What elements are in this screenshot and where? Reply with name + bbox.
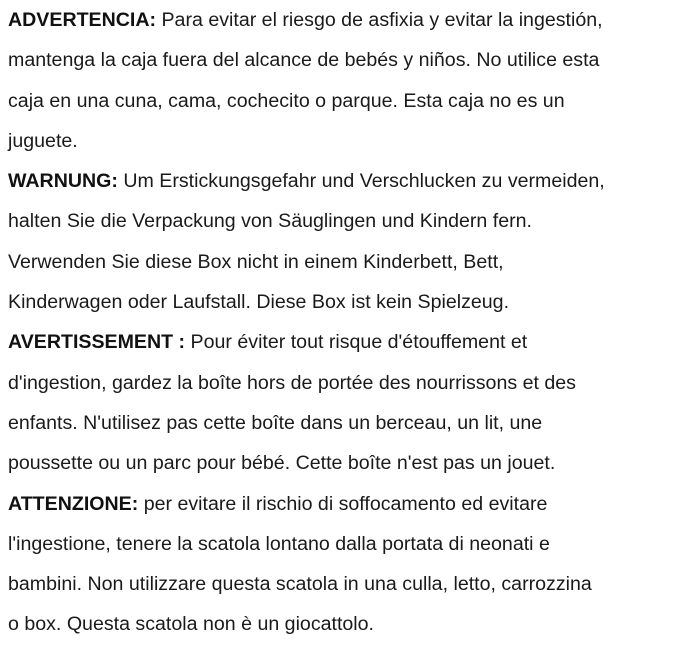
warning-fr-label: AVERTISSEMENT : [8,331,186,354]
warning-document [8,0,676,645]
warning-it-line-4: o box. Questa scatola non è un giocattolo. [8,613,374,636]
warning-es-line-2: mantenga la caja fuera del alcance de bebés y niños. No utilice esta [8,49,600,72]
warning-fr-line-3: enfants. N'utilisez pas cette boîte dans un berceau, un lit, une [8,411,543,434]
warning-es-text-1: Para evitar el riesgo de asfixia y evitar la ingestión, [156,9,603,31]
warning-it-line-2: l'ingestione, tenere la scatola lontano dalla portata di neonati e [8,532,550,555]
warning-it [8,484,676,645]
warning-de-line-2: halten Sie die Verpackung von Säuglingen und Kindern fern. [8,210,532,233]
warning-fr [8,322,676,483]
warning-de-line-4: Kinderwagen oder Laufstall. Diese Box ist kein Spielzeug. [8,291,510,314]
warning-fr-line-4: poussette ou un parc pour bébé. Cette boîte n'est pas un jouet. [8,452,556,475]
warning-fr-text-1: Pour éviter tout risque d'étouffement et [185,331,528,354]
warning-de-label: WARNUNG: [8,170,118,193]
warning-de [8,161,676,322]
warning-es-line-3: caja en una cuna, cama, cochecito o parque. Esta caja no es un [8,89,565,112]
warning-it-line-3: bambini. Non utilizzare questa scatola in una culla, letto, carrozzina [8,573,592,596]
warning-es-line-1 [8,0,676,40]
warning-es-label: ADVERTENCIA: [8,9,157,31]
warning-de-text-1: Um Erstickungsgefahr und Verschlucken zu vermeiden, [117,170,605,193]
warning-fr-line-2: d'ingestion, gardez la boîte hors de portée des nourrissons et des [8,371,576,394]
warning-de-line-1 [8,161,676,201]
warning-it-text-1: per evitare il rischio di soffocamento ed evitare [138,492,548,515]
warning-it-label: ATTENZIONE: [8,492,139,515]
warning-es-line-4: juguete. [8,129,78,152]
warning-it-line-1 [8,484,676,524]
warning-fr-line-1 [8,322,676,362]
warning-es [8,0,676,161]
warning-de-line-3: Verwenden Sie diese Box nicht in einem Kinderbett, Bett, [8,250,504,273]
